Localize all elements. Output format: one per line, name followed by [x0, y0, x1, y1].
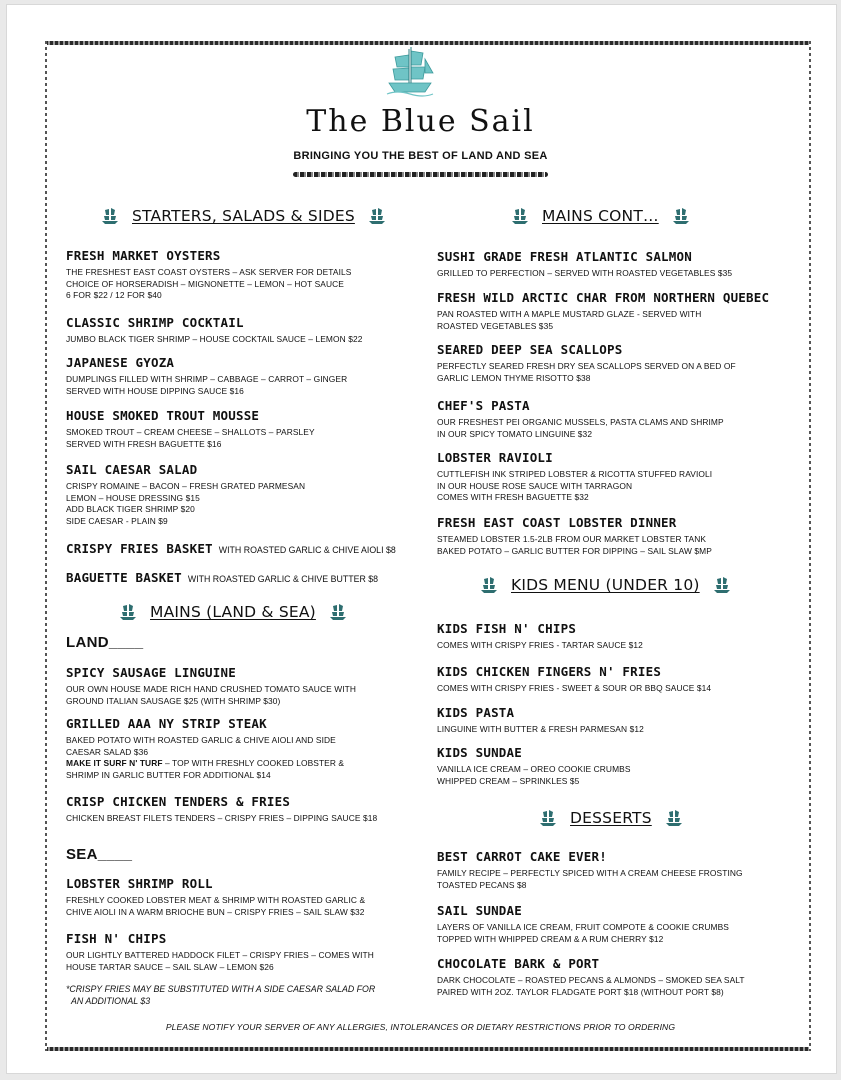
item-description: JUMBO BLACK TIGER SHRIMP – HOUSE COCKTAIL SAUCE – LEMON $22 — [66, 334, 363, 344]
menu-item — [437, 664, 782, 695]
menu-item — [66, 569, 411, 587]
item-name: KIDS FISH N' CHIPS — [437, 621, 577, 636]
item-name: FRESH EAST COAST LOBSTER DINNER — [437, 515, 677, 530]
subheading-sea: SEA____ — [66, 846, 133, 863]
item-description: LINGUINE WITH BUTTER & FRESH PARMESAN $12 — [437, 724, 644, 734]
item-description: VANILLA ICE CREAM – OREO COOKIE CRUMBS WHIPPED CREAM – SPRINKLES $5 — [437, 764, 631, 786]
menu-item — [437, 249, 782, 280]
tagline: BRINGING YOU THE BEST OF LAND AND SEA — [293, 150, 548, 162]
menu-item — [437, 342, 782, 384]
item-description: WITH ROASTED GARLIC & CHIVE AIOLI $8 — [218, 545, 396, 555]
menu-item — [437, 745, 782, 787]
item-description: OUR LIGHTLY BATTERED HADDOCK FILET – CRISPY FRIES – COMES WITH HOUSE TARTAR SAUCE – SAIL SLAW – LEMON $26 — [66, 950, 374, 972]
item-name: CHOCOLATE BARK & PORT — [437, 956, 600, 971]
item-description: DARK CHOCOLATE – ROASTED PECANS & ALMONDS – SMOKED SEA SALT PAIRED WITH 2OZ. TAYLOR FLADGATE PORT $18 (WITHOUT PORT $8) — [437, 975, 745, 997]
item-name: CRISP CHICKEN TENDERS & FRIES — [66, 794, 291, 809]
item-description: WITH ROASTED GARLIC & CHIVE BUTTER $8 — [187, 574, 379, 584]
item-name: SUSHI GRADE FRESH ATLANTIC SALMON — [437, 249, 692, 264]
menu-item — [437, 903, 782, 945]
item-description: CHICKEN BREAST FILETS TENDERS – CRISPY FRIES – DIPPING SAUCE $18 — [66, 813, 378, 823]
item-description: SMOKED TROUT – CREAM CHEESE – SHALLOTS – PARSLEY SERVED WITH FRESH BAGUETTE $16 — [66, 427, 315, 449]
menu-item — [437, 398, 782, 440]
section-title: MAINS (LAND & SEA) — [150, 603, 316, 621]
restaurant-name: The Blue Sail — [306, 104, 535, 139]
menu-item — [66, 462, 411, 528]
item-description: LAYERS OF VANILLA ICE CREAM, FRUIT COMPOTE & COOKIE CRUMBS TOPPED WITH WHIPPED CREAM & A RUM CHERRY $12 — [437, 922, 729, 944]
item-name: HOUSE SMOKED TROUT MOUSSE — [66, 408, 260, 423]
ship-icon — [330, 603, 346, 621]
menu-item — [66, 876, 411, 918]
section-mains — [120, 603, 346, 621]
menu-item — [66, 716, 411, 782]
ship-icon — [102, 207, 118, 225]
item-name: FISH N' CHIPS — [66, 931, 167, 946]
item-name: JAPANESE GYOZA — [66, 355, 175, 370]
item-name: FRESH WILD ARCTIC CHAR FROM NORTHERN QUEBEC — [437, 290, 770, 305]
item-name: BEST CARROT CAKE EVER! — [437, 849, 607, 864]
item-description: CRISPY ROMAINE – BACON – FRESH GRATED PARMESAN LEMON – HOUSE DRESSING $15 ADD BLACK TIGER SHRIMP $20 SIDE CAESAR - PLAIN $9 — [66, 481, 306, 527]
ship-icon — [369, 207, 385, 225]
menu-item — [66, 794, 411, 825]
item-name: KIDS CHICKEN FINGERS N' FRIES — [437, 664, 662, 679]
menu-item — [66, 931, 411, 973]
menu-item — [66, 248, 411, 302]
menu-item — [437, 956, 782, 998]
menu-item — [437, 290, 782, 332]
item-name: SPICY SAUSAGE LINGUINE — [66, 665, 236, 680]
item-name: KIDS SUNDAE — [437, 745, 522, 760]
section-starters — [102, 207, 385, 225]
item-description: GRILLED TO PERFECTION – SERVED WITH ROASTED VEGETABLES $35 — [437, 268, 733, 278]
section-kids — [481, 576, 730, 594]
ship-icon — [481, 576, 497, 594]
item-name: BAGUETTE BASKET — [66, 570, 182, 585]
menu-item — [66, 540, 411, 558]
item-description: COMES WITH CRISPY FRIES - SWEET & SOUR OR BBQ SAUCE $14 — [437, 683, 712, 693]
substitution-note: *CRISPY FRIES MAY BE SUBSTITUTED WITH A SIDE CAESAR SALAD FOR AN ADDITIONAL $3 — [66, 984, 376, 1006]
item-name: SAIL SUNDAE — [437, 903, 522, 918]
item-description: CUTTLEFISH INK STRIPED LOBSTER & RICOTTA STUFFED RAVIOLI IN OUR HOUSE ROSE SAUCE WITH TARRAGON COMES WITH FRESH BAGUETTE $32 — [437, 469, 713, 503]
item-description: FRESHLY COOKED LOBSTER MEAT & SHRIMP WITH ROASTED GARLIC & CHIVE AIOLI IN A WARM BRIOCHE BUN – CRISPY FRIES – SAIL SLAW $32 — [66, 895, 366, 917]
section-title: STARTERS, SALADS & SIDES — [132, 207, 355, 225]
ship-icon — [540, 809, 556, 827]
ship-icon — [666, 809, 682, 827]
item-description: FAMILY RECIPE – PERFECTLY SPICED WITH A CREAM CHEESE FROSTING TOASTED PECANS $8 — [437, 868, 743, 890]
item-name: GRILLED AAA NY STRIP STEAK — [66, 716, 267, 731]
item-name: LOBSTER SHRIMP ROLL — [66, 876, 213, 891]
item-name: KIDS PASTA — [437, 705, 515, 720]
allergy-notice: PLEASE NOTIFY YOUR SERVER OF ANY ALLERGIES, INTOLERANCES OR DIETARY RESTRICTIONS PRIOR TO ORDERING — [165, 1022, 676, 1032]
item-description: OUR OWN HOUSE MADE RICH HAND CRUSHED TOMATO SAUCE WITH GROUND ITALIAN SAUSAGE $25 (WITH SHRIMP $30) — [66, 684, 357, 706]
item-description: OUR FRESHEST PEI ORGANIC MUSSELS, PASTA CLAMS AND SHRIMP IN OUR SPICY TOMATO LINGUINE $32 — [437, 417, 724, 439]
ship-icon — [120, 603, 136, 621]
menu-item — [66, 315, 411, 346]
menu-item — [66, 355, 411, 397]
menu-item — [437, 450, 782, 504]
item-name: CHEF'S PASTA — [437, 398, 530, 413]
ship-logo-icon — [385, 45, 435, 97]
item-name: LOBSTER RAVIOLI — [437, 450, 553, 465]
menu-item — [437, 849, 782, 891]
menu-item — [66, 665, 411, 707]
item-description: PERFECTLY SEARED FRESH DRY SEA SCALLOPS SERVED ON A BED OF GARLIC LEMON THYME RISOTTO $38 — [437, 361, 736, 383]
item-description: BAKED POTATO WITH ROASTED GARLIC & CHIVE AIOLI AND SIDE CAESAR SALAD $36 MAKE IT SURF N' TURF – TOP WITH FRESHLY COOKED LOBSTER & SHRIMP IN GARLIC BUTTER FOR ADDITIONAL $14 — [66, 735, 345, 781]
item-description: STEAMED LOBSTER 1.5-2LB FROM OUR MARKET LOBSTER TANK BAKED POTATO – GARLIC BUTTER FOR DIPPING – SAIL SLAW $MP — [437, 534, 712, 556]
item-description: THE FRESHEST EAST COAST OYSTERS – ASK SERVER FOR DETAILS CHOICE OF HORSERADISH – MIGNONETTE – LEMON – HOT SAUCE 6 FOR $22 / 12 FOR $40 — [66, 267, 352, 301]
item-name: CRISPY FRIES BASKET — [66, 541, 213, 556]
section-desserts — [540, 809, 682, 827]
item-name: SEARED DEEP SEA SCALLOPS — [437, 342, 623, 357]
section-title: DESSERTS — [570, 809, 652, 827]
item-name: CLASSIC SHRIMP COCKTAIL — [66, 315, 244, 330]
section-title: KIDS MENU (UNDER 10) — [511, 576, 700, 594]
item-name: SAIL CAESAR SALAD — [66, 462, 198, 477]
item-name: FRESH MARKET OYSTERS — [66, 248, 221, 263]
menu-item — [437, 515, 782, 557]
section-title: MAINS CONT… — [542, 207, 659, 225]
item-description: COMES WITH CRISPY FRIES - TARTAR SAUCE $12 — [437, 640, 643, 650]
menu-item — [66, 408, 411, 450]
ship-icon — [714, 576, 730, 594]
item-description: DUMPLINGS FILLED WITH SHRIMP – CABBAGE – CARROT – GINGER SERVED WITH HOUSE DIPPING SAUCE $16 — [66, 374, 348, 396]
section-mains-cont — [512, 207, 689, 225]
menu-item — [437, 621, 782, 652]
ship-icon — [673, 207, 689, 225]
item-description: PAN ROASTED WITH A MAPLE MUSTARD GLAZE - SERVED WITH ROASTED VEGETABLES $35 — [437, 309, 702, 331]
menu-item — [437, 705, 782, 736]
subheading-land: LAND____ — [66, 634, 144, 651]
decorative-divider — [293, 172, 548, 177]
ship-icon — [512, 207, 528, 225]
